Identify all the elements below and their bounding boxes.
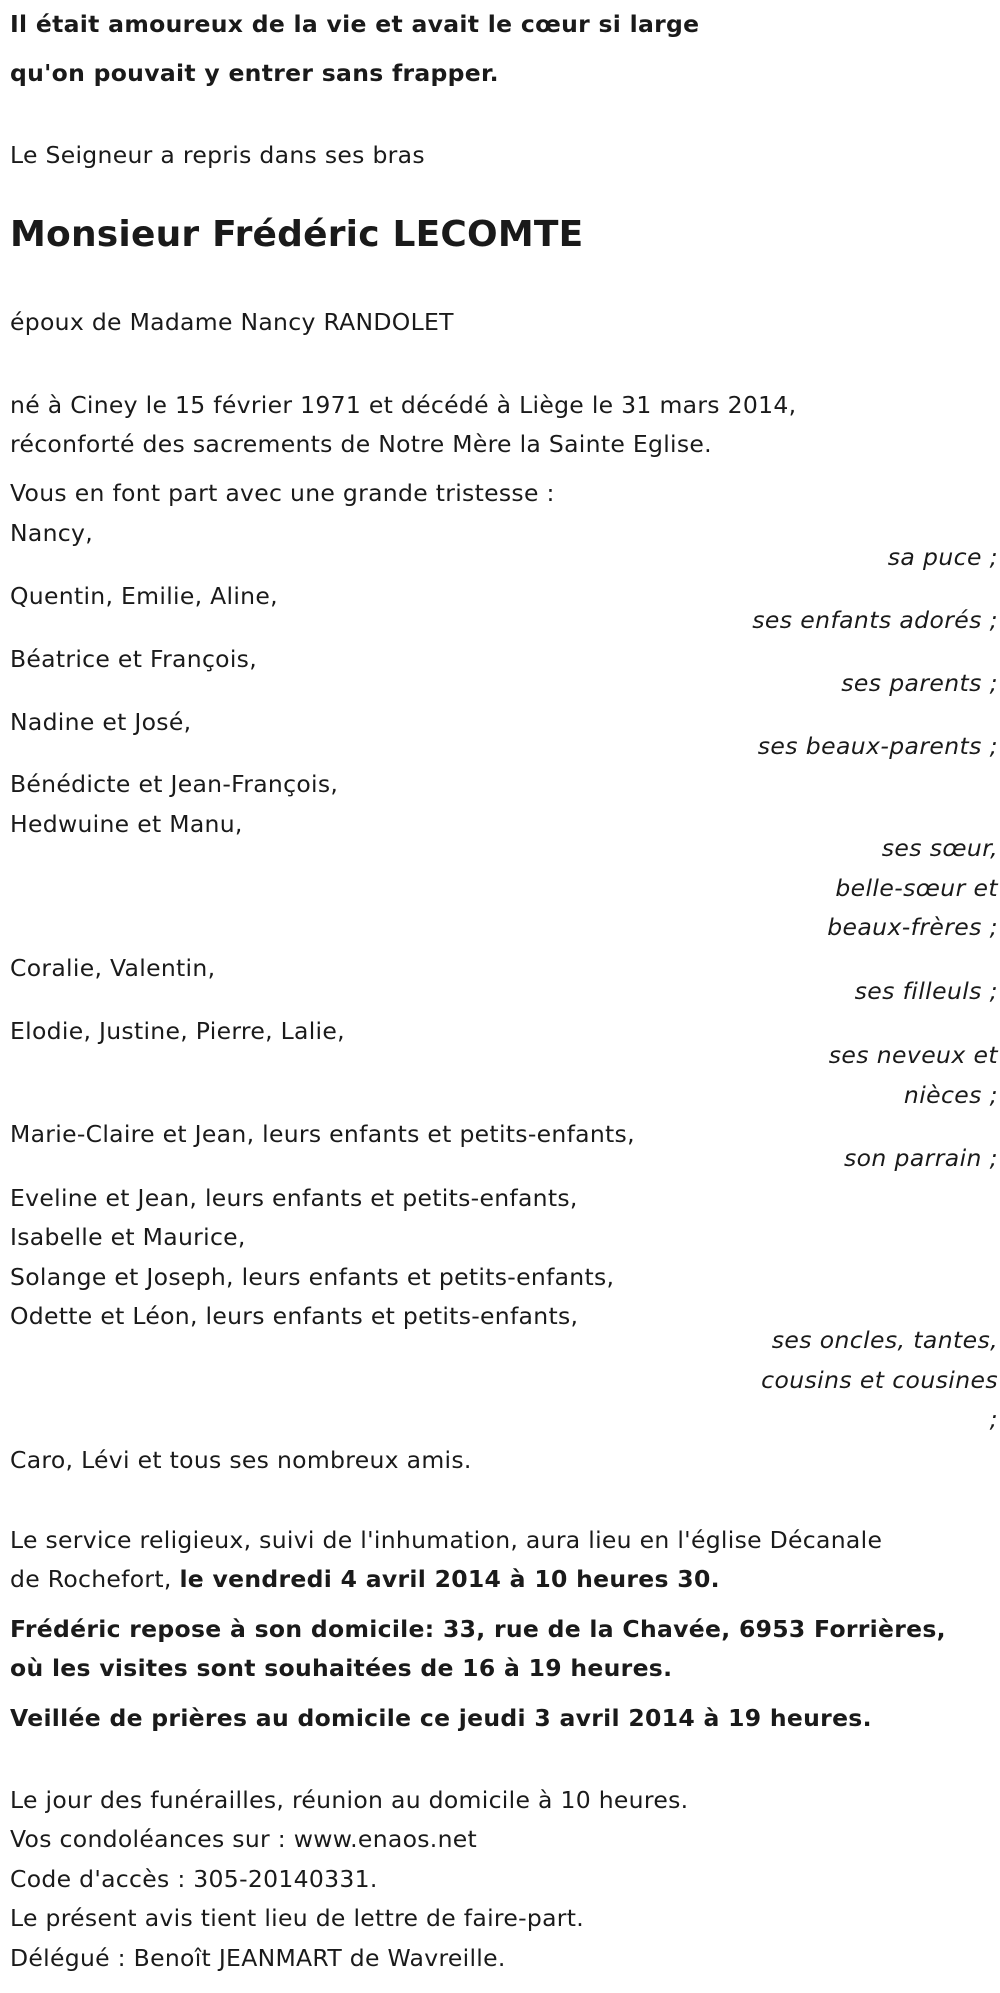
relation-text: belle-sœur et bbox=[835, 873, 998, 902]
relation-filleuls bbox=[518, 972, 998, 1012]
mourner-godfather: Marie-Claire et Jean, leurs enfants et petits-enfants, bbox=[10, 1120, 635, 1148]
mourner-uncle-2: Isabelle et Maurice, bbox=[10, 1223, 246, 1251]
rest-line-1: Frédéric repose à son domicile: 33, rue de la Chavée, 6953 Forrières, bbox=[10, 1615, 946, 1643]
service-date: le vendredi 4 avril 2014 à 10 heures 30. bbox=[179, 1565, 720, 1593]
mourner-parents: Béatrice et François, bbox=[10, 645, 257, 673]
mourner-sibling-2: Hedwuine et Manu, bbox=[10, 810, 243, 838]
closing-line-1: Le jour des funérailles, réunion au domicile à 10 heures. bbox=[10, 1786, 689, 1814]
relation-enfants bbox=[518, 601, 998, 641]
relation-text: ses filleuls ; bbox=[854, 977, 998, 1005]
vigil-line: Veillée de prières au domicile ce jeudi 3 avril 2014 à 19 heures. bbox=[10, 1704, 872, 1732]
relation-text: ses neveux et bbox=[828, 1041, 998, 1069]
mourner-uncle-3: Solange et Joseph, leurs enfants et petits-enfants, bbox=[10, 1263, 615, 1291]
mourner-godchildren: Coralie, Valentin, bbox=[10, 954, 216, 982]
rest-line-2: où les visites sont souhaitées de 16 à 19 heures. bbox=[10, 1654, 673, 1682]
mourner-sibling-1: Bénédicte et Jean-François, bbox=[10, 770, 339, 798]
closing-line-3: Code d'accès : 305-20140331. bbox=[10, 1865, 378, 1893]
relation-text: sa puce ; bbox=[887, 543, 998, 571]
mourner-nephews: Elodie, Justine, Pierre, Lalie, bbox=[10, 1017, 345, 1045]
deceased-name: Monsieur Frédéric LECOMTE bbox=[10, 214, 584, 255]
mourner-children: Quentin, Emilie, Aline, bbox=[10, 582, 278, 610]
obituary-notice bbox=[10, 0, 998, 1993]
relation-text: ses beaux-parents ; bbox=[757, 732, 998, 760]
birth-death-line-2: réconforté des sacrements de Notre Mère la Sainte Eglise. bbox=[10, 430, 712, 458]
relation-puce bbox=[518, 538, 998, 578]
mourner-nancy: Nancy, bbox=[10, 519, 93, 547]
mourner-in-laws: Nadine et José, bbox=[10, 708, 192, 736]
mourner-friends: Caro, Lévi et tous ses nombreux amis. bbox=[10, 1446, 472, 1474]
relation-beaux-parents bbox=[518, 727, 998, 767]
service-line-2 bbox=[10, 1564, 720, 1594]
relation-text: ; bbox=[989, 1405, 998, 1433]
relation-parents bbox=[518, 664, 998, 704]
relation-text: ses enfants adorés ; bbox=[752, 606, 998, 634]
relation-text: ses parents ; bbox=[841, 669, 998, 697]
relation-text: ses oncles, tantes, bbox=[771, 1326, 998, 1354]
relation-text: son parrain ; bbox=[843, 1144, 998, 1172]
spouse-line: époux de Madame Nancy RANDOLET bbox=[10, 308, 454, 336]
relation-parrain bbox=[518, 1139, 998, 1179]
relation-neveux bbox=[518, 1036, 998, 1115]
relation-oncles bbox=[518, 1321, 998, 1440]
service-line-1: Le service religieux, suivi de l'inhumation, aura lieu en l'église Décanale bbox=[10, 1526, 883, 1554]
mourner-uncle-1: Eveline et Jean, leurs enfants et petits-enfants, bbox=[10, 1184, 578, 1212]
mourner-uncle-4: Odette et Léon, leurs enfants et petits-enfants, bbox=[10, 1302, 579, 1330]
announcement-line: Vous en font part avec une grande tristesse : bbox=[10, 479, 555, 507]
relation-text: nièces ; bbox=[903, 1080, 998, 1109]
epitaph-line-1: Il était amoureux de la vie et avait le cœur si large bbox=[10, 10, 700, 38]
service-location: de Rochefort, bbox=[10, 1565, 180, 1593]
closing-line-4: Le présent avis tient lieu de lettre de faire-part. bbox=[10, 1904, 585, 1932]
relation-text: cousins et cousines bbox=[761, 1365, 998, 1394]
relation-text: beaux-frères ; bbox=[827, 913, 998, 941]
relation-text: ses sœur, bbox=[881, 834, 998, 862]
relation-siblings bbox=[518, 829, 998, 948]
birth-death-line-1: né à Ciney le 15 février 1971 et décédé à Liège le 31 mars 2014, bbox=[10, 391, 797, 419]
epitaph-line-2: qu'on pouvait y entrer sans frapper. bbox=[10, 59, 499, 87]
closing-line-5: Délégué : Benoît JEANMART de Wavreille. bbox=[10, 1944, 506, 1972]
closing-line-2: Vos condoléances sur : www.enaos.net bbox=[10, 1825, 478, 1853]
intro-text: Le Seigneur a repris dans ses bras bbox=[10, 141, 425, 169]
